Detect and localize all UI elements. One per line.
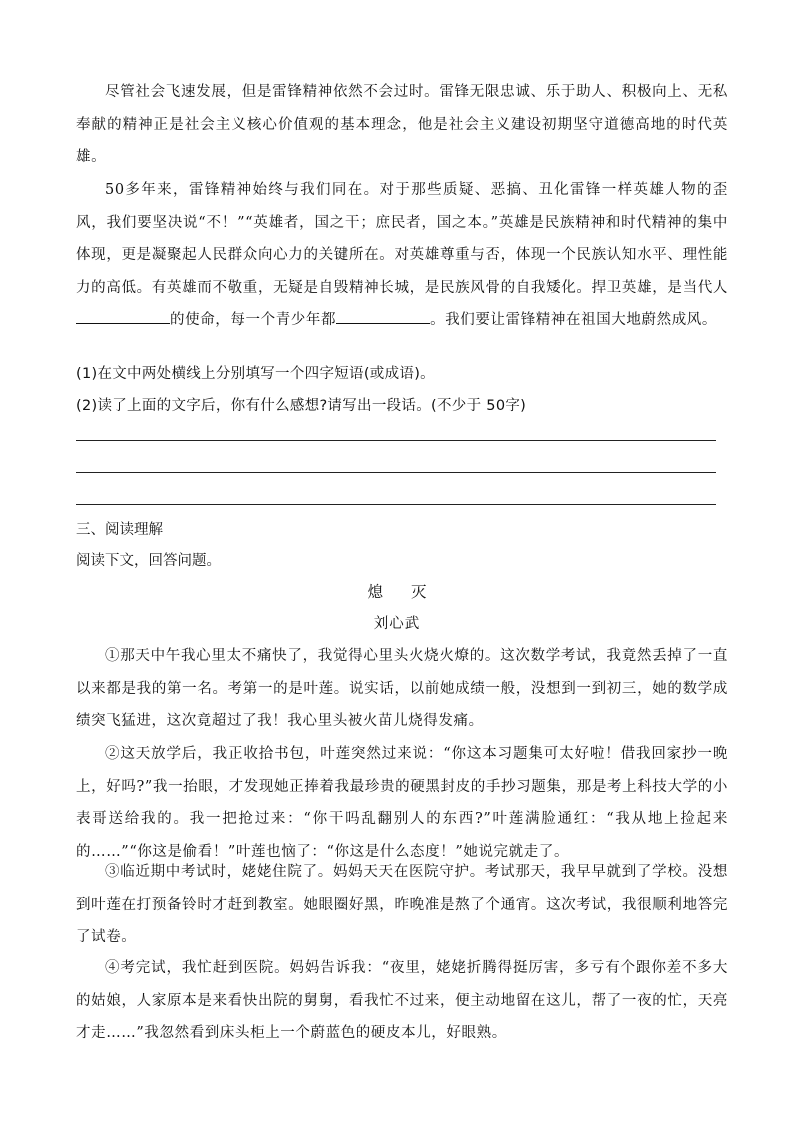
passage-paragraph-1: 尽管社会飞速发展，但是雷锋精神依然不会过时。雷锋无限忠诚、乐于助人、积极向上、无私奉献的精神正是社会主义核心价值观的基本理念，他是社会主义建设初期坚守道德高地的时代英雄。 <box>76 84 728 165</box>
passage-paragraph-2-text: 50多年来，雷锋精神始终与我们同在。对于那些质疑、恶搞、丑化雷锋一样英雄人物的歪风，我们要坚决说“不！”“英雄者，国之干；庶民者，国之本。”英雄是民族精神和时代精神的集中体现，更是凝聚起人民群众向心力的关键所在。对英雄尊重与否，体现一个民族认知水平、理性能力的高低。有英雄而不敬重，无疑是自毁精神长城，是民族风骨的自我矮化。捍卫英雄，是当代人 <box>76 182 728 296</box>
question-2: (2)读了上面的文字后，你有什么感想?请写出一段话。(不少于 50字) <box>76 398 527 414</box>
fill-blank-2[interactable] <box>336 309 430 324</box>
passage-paragraph-2 <box>76 174 728 337</box>
story-paragraph-2: ②这天放学后，我正收拾书包，叶莲突然过来说：“你这本习题集可太好啦！借我回家抄一晚上，好吗?”我一抬眼，才发现她正捧着我最珍贵的硬黑封皮的手抄习题集，那是考上科技大学的小表哥送给我的。我一把抢过来：“你干吗乱翻别人的东西?”叶莲满脸通红：“我从地上捡起来的……”“你这是偷看！”叶莲也恼了：“你这是什么态度！”她说完就走了。 <box>76 746 728 860</box>
story-title: 熄灭 <box>367 583 455 601</box>
passage-paragraph-2-end: 。我们要让雷锋精神在祖国大地蔚然成风。 <box>430 312 718 328</box>
section-heading: 三、阅读理解 <box>76 522 163 538</box>
story-paragraph-4: ④考完试，我忙赶到医院。妈妈告诉我：“夜里，姥姥折腾得挺厉害，多亏有个跟你差不多大的姑娘，人家原本是来看快出院的舅舅，看我忙不过来，便主动地留在这儿，帮了一夜的忙，天亮才走……”我忽然看到床头柜上一个蔚蓝色的硬皮本儿，好眼熟。 <box>76 960 728 1041</box>
story-paragraph-3: ③临近期中考试时，姥姥住院了。妈妈天天在医院守护。考试那天，我早早就到了学校。没想到叶莲在打预备铃时才赶到教室。她眼圈好黑，昨晚准是熬了个通宵。这次考试，我很顺利地答完了试卷。 <box>76 864 728 945</box>
passage-paragraph-2-mid: 的使命，每一个青少年都 <box>170 312 337 328</box>
story-paragraph-1: ①那天中午我心里太不痛快了，我觉得心里头火烧火燎的。这次数学考试，我竟然丢掉了一直以来都是我的第一名。考第一的是叶莲。说实话，以前她成绩一般，没想到一到初三，她的数学成绩突飞猛进，这次竟超过了我！我心里头被火苗儿烧得发痛。 <box>76 648 728 729</box>
answer-line-1[interactable] <box>76 440 716 441</box>
question-1: (1)在文中两处横线上分别填写一个四字短语(或成语)。 <box>76 366 435 382</box>
answer-line-2[interactable] <box>76 472 716 473</box>
fill-blank-1[interactable] <box>76 309 170 324</box>
answer-line-3[interactable] <box>76 504 716 505</box>
reading-instruction: 阅读下文，回答问题。 <box>76 553 221 569</box>
story-author: 刘心武 <box>373 616 421 632</box>
